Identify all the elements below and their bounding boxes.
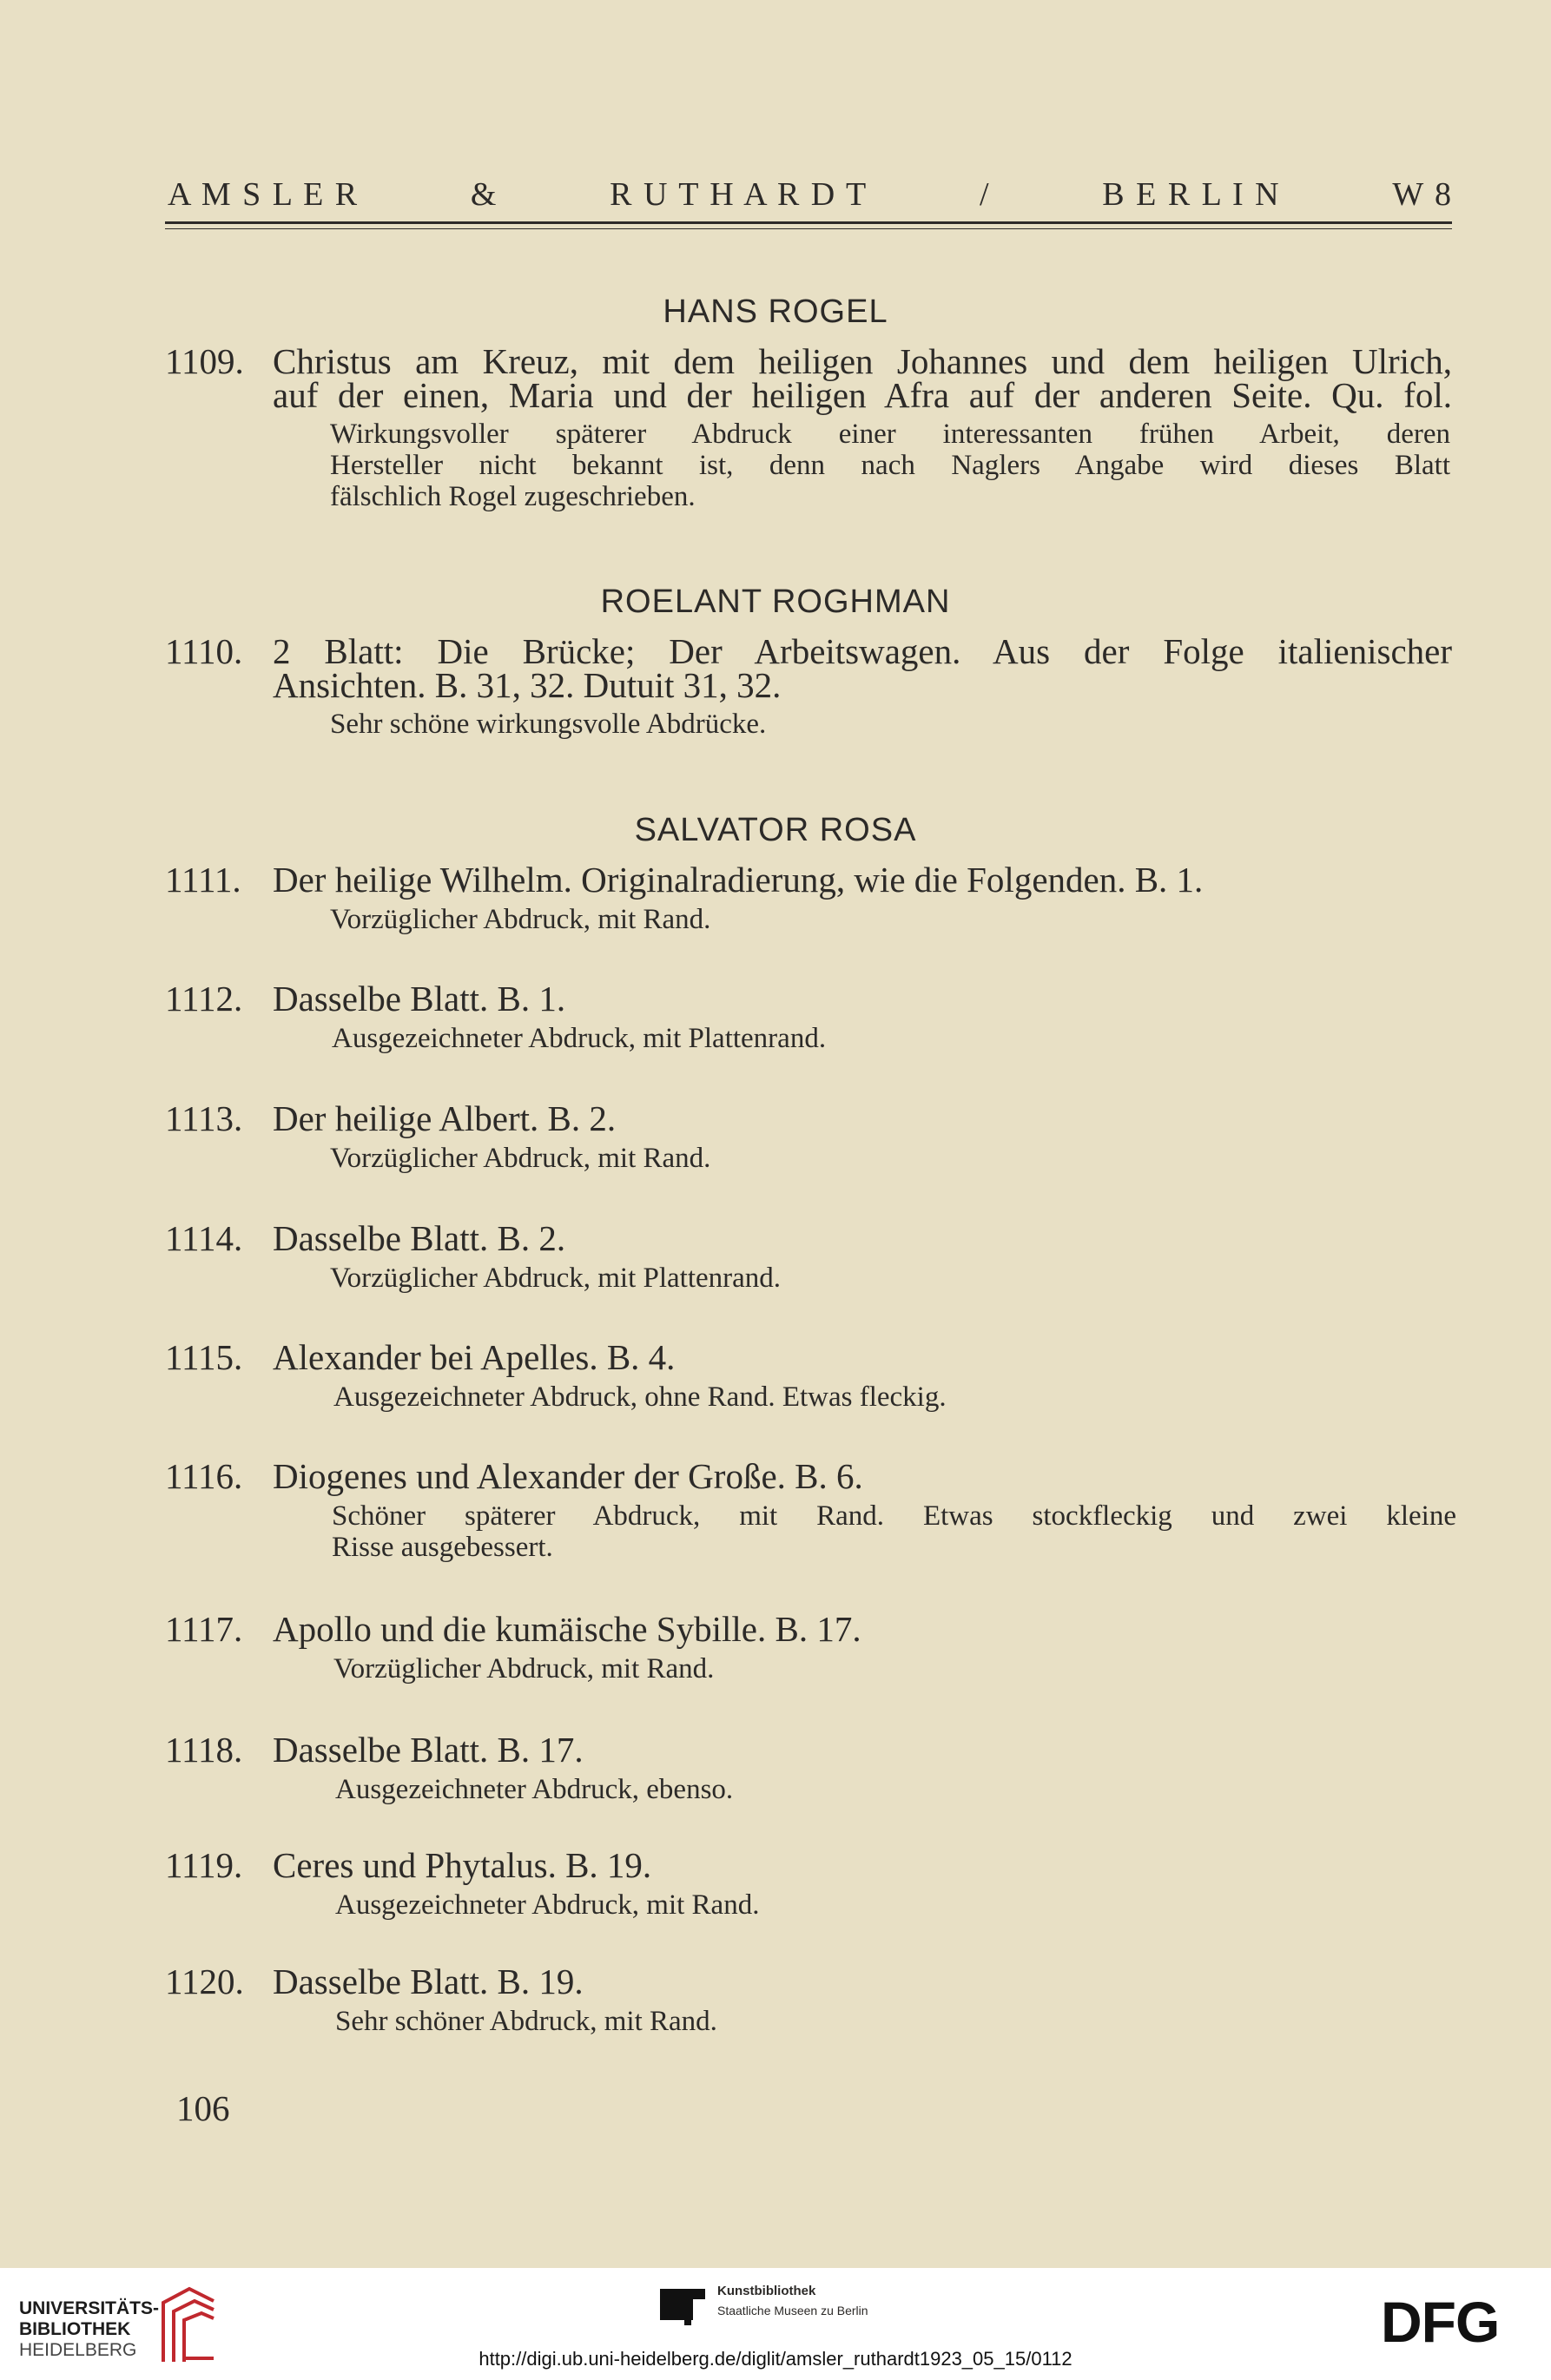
entry-title-continuation: auf der einen, Maria und der heiligen Afra auf der anderen Seite. Qu. fol.	[273, 375, 1452, 415]
entry-number: 1120.	[165, 1961, 244, 2001]
catalog-entry	[165, 1961, 1459, 2037]
running-head-firm-1: A M S L E R	[168, 176, 360, 213]
catalog-entry	[165, 1098, 1459, 1174]
entry-title-line	[165, 341, 1459, 381]
entry-number: 1112.	[165, 979, 243, 1019]
entry-number: 1109.	[165, 341, 244, 381]
catalog-entry	[165, 981, 1459, 1054]
running-head-amp: &	[470, 176, 498, 213]
section-heading: SALVATOR ROSA	[634, 812, 917, 848]
library-name-line-3: HEIDELBERG	[19, 2340, 137, 2360]
catalog-entry	[165, 1456, 1459, 1563]
entry-note: Vorzüglicher Abdruck, mit Rand.	[330, 1143, 711, 1174]
entry-number: 1115.	[165, 1337, 243, 1377]
entry-title-line	[165, 631, 1459, 671]
entry-note: Schöner späterer Abdruck, mit Rand. Etwas stockfleckig und zwei kleine	[332, 1500, 1456, 1532]
catalog-entry	[165, 862, 1459, 935]
section-heading: HANS ROGEL	[663, 293, 888, 330]
entry-number: 1114.	[165, 1218, 243, 1258]
page-number: 106	[176, 2088, 230, 2128]
entry-note: Ausgezeichneter Abdruck, ohne Rand. Etwas fleckig.	[333, 1381, 947, 1413]
entry-note: Vorzüglicher Abdruck, mit Rand.	[330, 904, 711, 935]
entry-number: 1118.	[165, 1730, 243, 1770]
running-head-firm-2: R U T H A R D T	[610, 176, 868, 213]
entry-note: fälschlich Rogel zugeschrieben.	[330, 481, 696, 512]
entry-title: Der heilige Albert. B. 2.	[273, 1098, 617, 1138]
entry-title: Christus am Kreuz, mit dem heiligen Johannes und dem heiligen Ulrich,	[273, 341, 1452, 381]
double-rule-top	[165, 221, 1452, 224]
entry-number: 1116.	[165, 1456, 243, 1496]
entry-title: Apollo und die kumäische Sybille. B. 17.	[273, 1609, 861, 1649]
running-head	[168, 175, 1453, 214]
entry-note: Vorzüglicher Abdruck, mit Plattenrand.	[330, 1263, 782, 1294]
entry-note: Vorzüglicher Abdruck, mit Rand.	[333, 1653, 715, 1684]
entry-number: 1113.	[165, 1098, 243, 1138]
entry-title-continuation: Ansichten. B. 31, 32. Dutuit 31, 32.	[273, 665, 782, 705]
entry-note: Ausgezeichneter Abdruck, mit Plattenrand.	[332, 1023, 827, 1054]
entry-note: Hersteller nicht bekannt ist, denn nach Naglers Angabe wird dieses Blatt	[330, 450, 1450, 481]
library-name-line-1: UNIVERSITÄTS-	[19, 2298, 160, 2318]
kb-subtitle: Staatliche Museen zu Berlin	[717, 2304, 868, 2317]
entry-title: Alexander bei Apelles. B. 4.	[273, 1337, 676, 1377]
running-head-city: B E R L I N	[1102, 176, 1281, 213]
double-rule-bottom	[165, 228, 1452, 229]
library-name-line-2: BIBLIOTHEK	[19, 2319, 131, 2339]
catalog-entry	[165, 631, 1459, 740]
permalink-url[interactable]: http://digi.ub.uni-heidelberg.de/diglit/amsler_ruthardt1923_05_15/0112	[478, 2348, 1072, 2370]
entry-title: Der heilige Wilhelm. Originalradierung, wie die Folgenden. B. 1.	[273, 860, 1204, 900]
entry-title: Dasselbe Blatt. B. 19.	[273, 1961, 584, 2001]
running-head-district: W 8	[1392, 176, 1453, 213]
entry-note: Sehr schöner Abdruck, mit Rand.	[335, 2006, 717, 2037]
entry-title: Dasselbe Blatt. B. 1.	[273, 979, 566, 1019]
catalog-entry	[165, 1845, 1459, 1921]
catalog-entry	[165, 341, 1459, 512]
kunstbibliothek-wordmark[interactable]	[717, 2284, 868, 2317]
catalog-entry	[165, 1218, 1459, 1294]
entry-title: 2 Blatt: Die Brücke; Der Arbeitswagen. Aus der Folge italienischer	[273, 631, 1452, 671]
entry-note: Ausgezeichneter Abdruck, mit Rand.	[335, 1889, 760, 1921]
entry-title: Diogenes und Alexander der Große. B. 6.	[273, 1456, 863, 1496]
entry-note: Wirkungsvoller späterer Abdruck einer interessanten frühen Arbeit, deren	[330, 419, 1450, 450]
entry-title: Dasselbe Blatt. B. 2.	[273, 1218, 566, 1258]
section-heading: ROELANT ROGHMAN	[600, 583, 951, 620]
kb-name: Kunstbibliothek	[717, 2284, 816, 2298]
running-head-slash: /	[980, 176, 991, 213]
entry-number: 1111.	[165, 860, 241, 900]
entry-number: 1119.	[165, 1845, 243, 1885]
entry-number: 1110.	[165, 631, 243, 671]
entry-note: Risse ausgebessert.	[332, 1532, 553, 1563]
entry-note: Sehr schöne wirkungsvolle Abdrücke.	[330, 709, 767, 740]
catalog-entry	[165, 1732, 1459, 1805]
entry-title: Dasselbe Blatt. B. 17.	[273, 1730, 584, 1770]
entry-number: 1117.	[165, 1609, 243, 1649]
entry-title: Ceres und Phytalus. B. 19.	[273, 1845, 652, 1885]
kunstbibliothek-logo-icon	[658, 2285, 709, 2327]
entry-note: Ausgezeichneter Abdruck, ebenso.	[335, 1774, 734, 1805]
dfg-logo[interactable]: DFG	[1381, 2290, 1500, 2354]
catalog-entry	[165, 1337, 1459, 1413]
catalog-entry	[165, 1609, 1459, 1684]
